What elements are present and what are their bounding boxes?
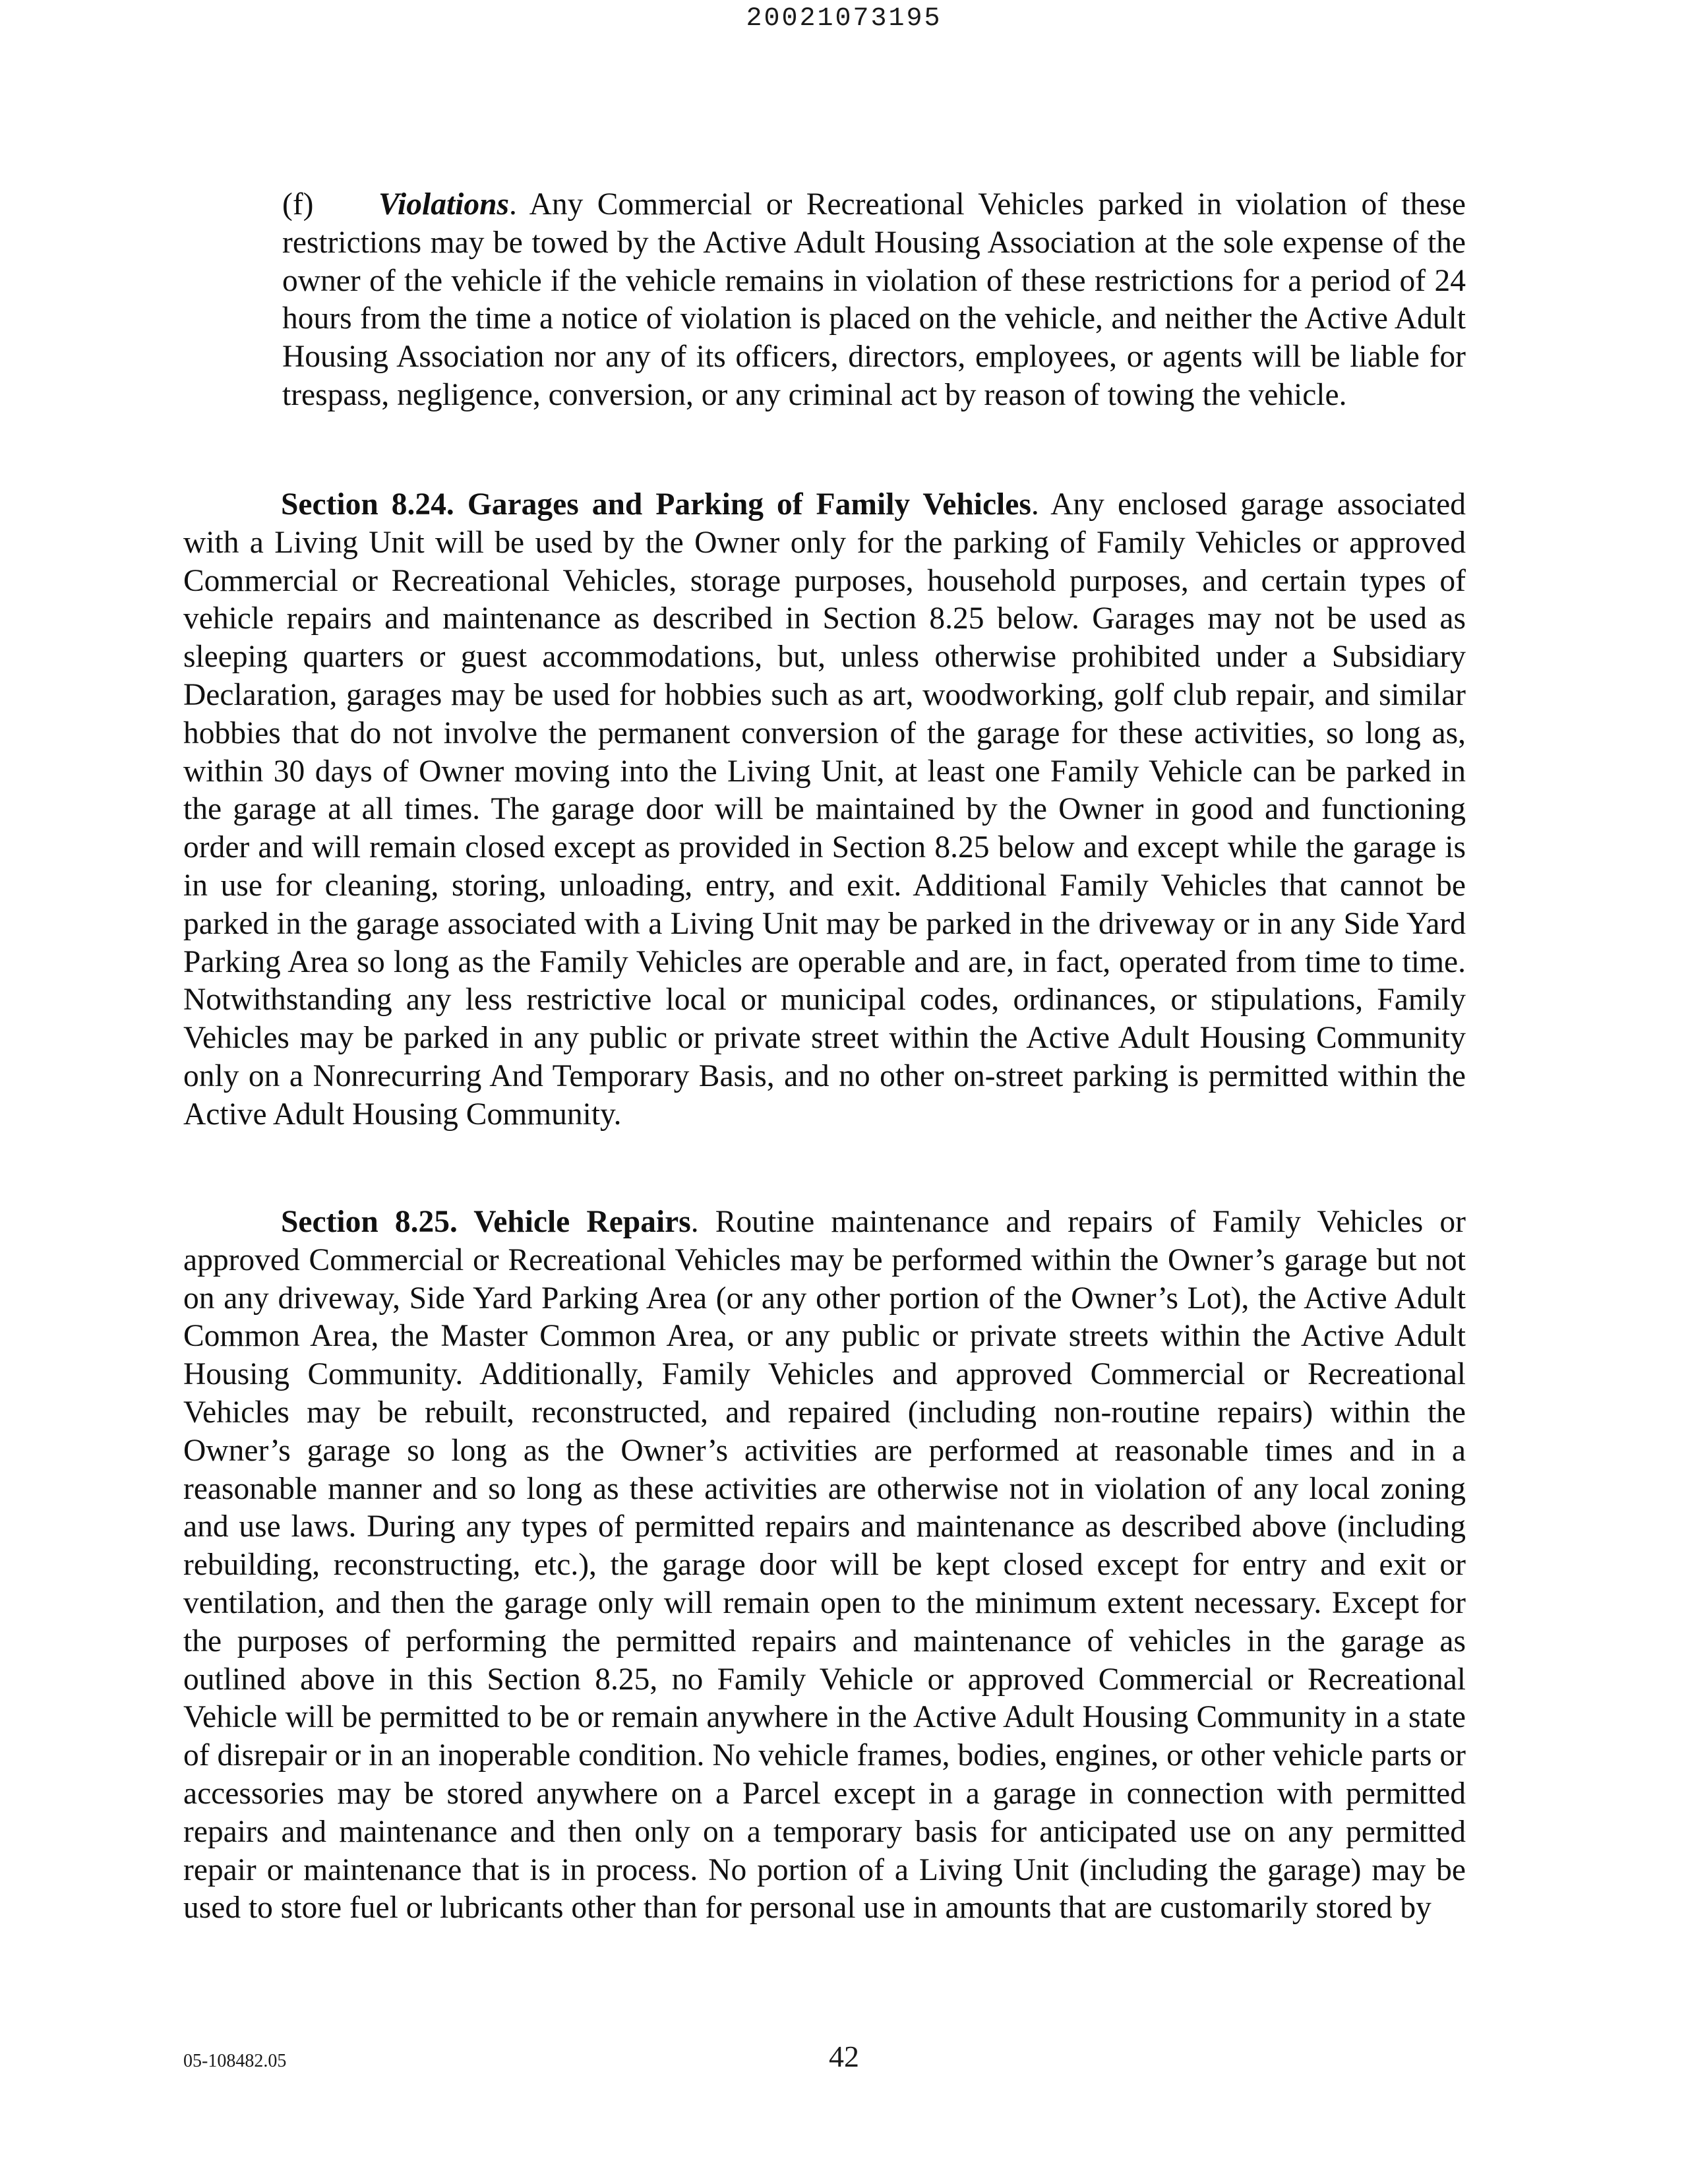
- heading-punctuation: .: [690, 1205, 699, 1239]
- footer-document-id: 05-108482.05: [183, 2051, 287, 2071]
- paragraph-body: Any Commercial or Recreational Vehicles parked in violation of these restrictions may be towed by the Active Adult Housing Association at the sole expense of the owner of the vehicle if the vehicle remains in violation of these restrictions for a period of 24 hours from the time a notice of violation is placed on the vehicle, and neither the Active Adult Housing Association nor any of its officers, directors, employees, or agents will be liable for trespass, negligence, conversion, or any criminal act by reason of towing the vehicle.: [282, 187, 1466, 412]
- section-heading: Section 8.25. Vehicle Repairs: [281, 1205, 691, 1239]
- paragraph-violations: [282, 186, 1466, 415]
- section-heading: Section 8.24. Garages and Parking of Family Vehicles: [281, 487, 1031, 522]
- section-8-24: [183, 486, 1466, 1134]
- section-body: Any enclosed garage associated with a Living Unit will be used by the Owner only for the parking of Family Vehicles or approved Commercial or Recreational Vehicles, storage purposes, household purposes, and certain types of vehicle repairs and maintenance as described in Section 8.25 below. Garages may not be used as sleeping quarters or guest accommodations, but, unless otherwise prohibited under a Subsidiary Declaration, garages may be used for hobbies such as art, woodworking, golf club repair, and similar hobbies that do not involve the permanent conversion of the garage for these activities, so long as, within 30 days of Owner moving into the Living Unit, at least one Family Vehicle can be parked in the garage at all times. The garage door will be maintained by the Owner in good and functioning order and will remain closed except as provided in Section 8.25 below and except while the garage is in use for cleaning, storing, unloading, entry, and exit. Additional Family Vehicles that cannot be parked in the garage associated with a Living Unit may be parked in the driveway or in any Side Yard Parking Area so long as the Family Vehicles are operable and are, in fact, operated from time to time. Notwithstanding any less restrictive local or municipal codes, ordinances, or stipulations, Family Vehicles may be parked in any public or private street within the Active Adult Housing Community only on a Nonrecurring And Temporary Basis, and no other on-street parking is permitted within the Active Adult Housing Community.: [183, 487, 1466, 1132]
- page-number: 42: [829, 2040, 859, 2073]
- paragraph-heading: Violations: [378, 187, 510, 222]
- paragraph-marker: (f): [282, 187, 314, 222]
- heading-punctuation: .: [509, 187, 517, 222]
- section-body: Routine maintenance and repairs of Family Vehicles or approved Commercial or Recreational Vehicles may be performed within the Owner’s garage but not on any driveway, Side Yard Parking Area (or any other portion of the Owner’s Lot), the Active Adult Common Area, the Master Common Area, or any public or private streets within the Active Adult Housing Community. Additionally, Family Vehicles and approved Commercial or Recreational Vehicles may be rebuilt, reconstructed, and repaired (including non-routine repairs) within the Owner’s garage so long as the Owner’s activities are performed at reasonable times and in a reasonable manner and so long as these activities are otherwise not in violation of any local zoning and use laws. During any types of permitted repairs and maintenance as described above (including rebuilding, reconstructing, etc.), the garage door will be kept closed except for entry and exit or ventilation, and then the garage only will remain open to the minimum extent necessary. Except for the purposes of performing the permitted repairs and maintenance of vehicles in the garage as outlined above in this Section 8.25, no Family Vehicle or approved Commercial or Recreational Vehicle will be permitted to be or remain anywhere in the Active Adult Housing Community in a state of disrepair or in an inoperable condition. No vehicle frames, bodies, engines, or other vehicle parts or accessories may be stored anywhere on a Parcel except in a garage in connection with permitted repairs and maintenance and then only on a temporary basis for anticipated use on any permitted repair or maintenance that is in process. No portion of a Living Unit (including the garage) may be used to store fuel or lubricants other than for personal use in amounts that are customarily stored by: [183, 1205, 1466, 1926]
- section-8-25: [183, 1203, 1466, 1927]
- document-number: 20021073195: [746, 4, 942, 34]
- heading-punctuation: .: [1031, 487, 1039, 522]
